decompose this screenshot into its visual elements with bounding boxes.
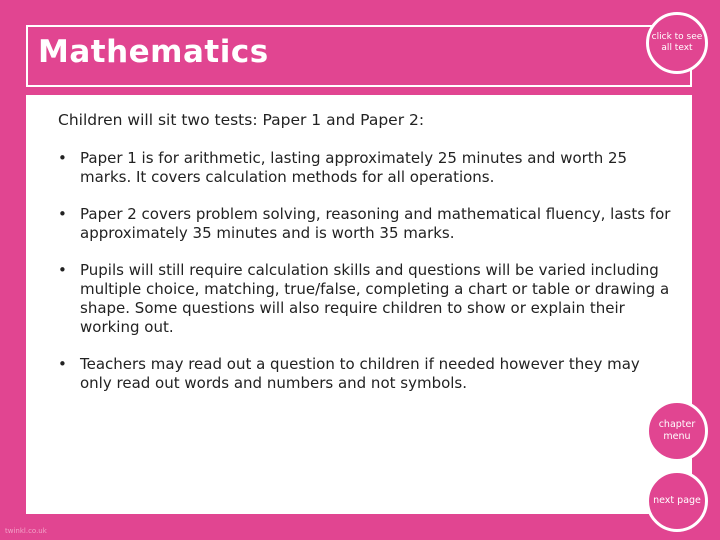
bullet-marker: •: [58, 261, 67, 279]
bullet-marker: •: [58, 355, 67, 373]
list-item-text: Teachers may read out a question to children if needed however they may only read out words and numbers and not symbols.: [80, 355, 640, 392]
list-item-text: Paper 2 covers problem solving, reasoning and mathematical fluency, lasts for approximately 35 minutes and is worth 35 marks.: [80, 205, 671, 242]
list-item: [56, 261, 674, 337]
list-item-text: Pupils will still require calculation skills and questions will be varied including multiple choice, matching, true/false, completing a chart or table or drawing a shape. Some questions will also require children to show or explain their working out.: [80, 261, 670, 336]
see-all-text-label: click to see all text: [651, 32, 703, 53]
bullet-marker: •: [58, 205, 67, 223]
list-item: [56, 149, 674, 187]
bullet-marker: •: [58, 149, 67, 167]
list-item-text: Paper 1 is for arithmetic, lasting approximately 25 minutes and worth 25 marks. It covers calculation methods for all operations.: [80, 149, 628, 186]
see-all-text-button[interactable]: [646, 12, 708, 74]
content-panel: [26, 95, 692, 514]
chapter-menu-button[interactable]: [646, 400, 708, 462]
list-item: [56, 205, 674, 243]
watermark-text: twinkl.co.uk: [5, 527, 47, 535]
next-page-button[interactable]: [646, 470, 708, 532]
bullet-list: [56, 149, 674, 411]
next-page-label: next page: [653, 495, 701, 506]
chapter-menu-label: chapter menu: [658, 419, 696, 442]
page-title: Mathematics: [38, 34, 269, 70]
list-item: [56, 355, 674, 393]
intro-text: Children will sit two tests: Paper 1 and Paper 2:: [58, 111, 425, 129]
